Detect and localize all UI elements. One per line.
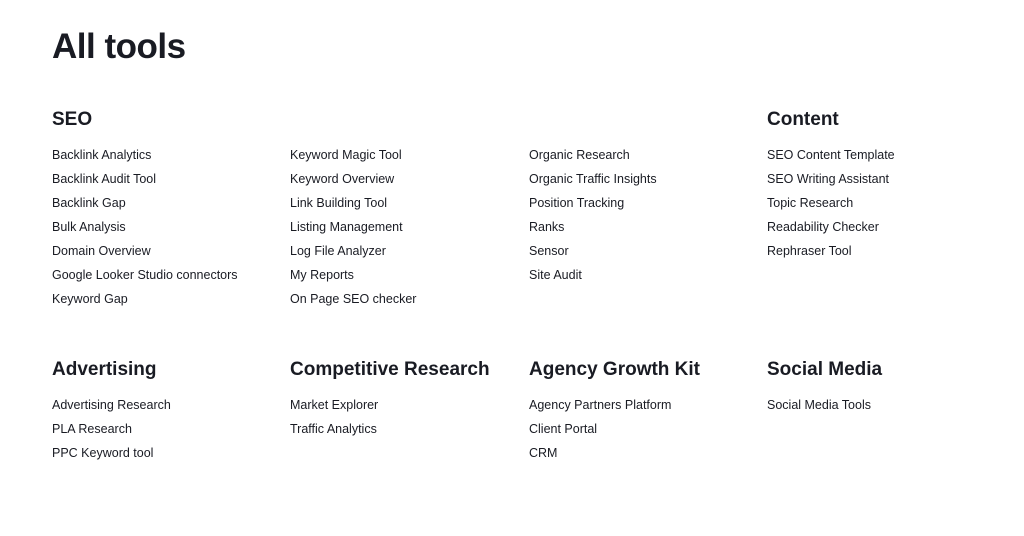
tool-link-pla-research[interactable]: PLA Research <box>52 422 132 436</box>
section-title-social-media: Social Media <box>767 359 883 380</box>
list-item <box>52 417 171 441</box>
tool-link-site-audit[interactable]: Site Audit <box>529 268 582 282</box>
list-item <box>529 167 657 191</box>
advertising-tool-list <box>52 393 171 465</box>
list-item <box>529 239 657 263</box>
tool-link-seo-content-template[interactable]: SEO Content Template <box>767 148 895 162</box>
tool-link-backlink-gap[interactable]: Backlink Gap <box>52 196 126 210</box>
tool-link-traffic-analytics[interactable]: Traffic Analytics <box>290 422 377 436</box>
list-item <box>529 191 657 215</box>
list-item <box>52 191 238 215</box>
tool-link-keyword-gap[interactable]: Keyword Gap <box>52 292 128 306</box>
tool-link-market-explorer[interactable]: Market Explorer <box>290 398 379 412</box>
list-item <box>52 239 238 263</box>
list-item <box>290 417 378 441</box>
list-item <box>52 215 238 239</box>
list-item <box>529 417 671 441</box>
tool-link-ppc-keyword-tool[interactable]: PPC Keyword tool <box>52 446 154 460</box>
list-item <box>290 215 416 239</box>
list-item <box>529 441 671 465</box>
seo-tool-list-3 <box>529 143 657 287</box>
list-item <box>52 393 171 417</box>
list-item <box>529 143 657 167</box>
tool-link-rephraser-tool[interactable]: Rephraser Tool <box>767 244 852 258</box>
agency-growth-kit-tool-list <box>529 393 671 465</box>
seo-tool-list-2 <box>290 143 416 311</box>
tool-link-backlink-audit-tool[interactable]: Backlink Audit Tool <box>52 172 156 186</box>
tool-link-topic-research[interactable]: Topic Research <box>767 196 854 210</box>
list-item <box>529 393 671 417</box>
tool-link-bulk-analysis[interactable]: Bulk Analysis <box>52 220 126 234</box>
tool-link-social-media-tools[interactable]: Social Media Tools <box>767 398 871 412</box>
tool-link-log-file-analyzer[interactable]: Log File Analyzer <box>290 244 386 258</box>
tool-link-client-portal[interactable]: Client Portal <box>529 422 598 436</box>
section-title-advertising: Advertising <box>52 359 157 380</box>
list-item <box>529 263 657 287</box>
tool-link-seo-writing-assistant[interactable]: SEO Writing Assistant <box>767 172 890 186</box>
tool-link-position-tracking[interactable]: Position Tracking <box>529 196 625 210</box>
tool-link-on-page-seo-checker[interactable]: On Page SEO checker <box>290 292 417 306</box>
list-item <box>290 239 416 263</box>
tool-link-ranks[interactable]: Ranks <box>529 220 565 234</box>
section-title-agency-growth-kit: Agency Growth Kit <box>529 359 701 380</box>
tool-link-listing-management[interactable]: Listing Management <box>290 220 403 234</box>
tool-link-crm[interactable]: CRM <box>529 446 558 460</box>
list-item <box>767 191 895 215</box>
social-media-tool-list <box>767 393 871 417</box>
page-title: All tools <box>52 27 186 66</box>
section-title-competitive-research: Competitive Research <box>290 359 490 380</box>
list-item <box>52 143 238 167</box>
list-item <box>290 167 416 191</box>
seo-tool-list-1 <box>52 143 238 311</box>
list-item <box>290 263 416 287</box>
list-item <box>52 167 238 191</box>
section-title-content: Content <box>767 109 839 130</box>
section-title-seo: SEO <box>52 109 93 130</box>
list-item <box>52 263 238 287</box>
tool-link-my-reports[interactable]: My Reports <box>290 268 354 282</box>
list-item <box>290 287 416 311</box>
content-tool-list <box>767 143 895 263</box>
tool-link-organic-research[interactable]: Organic Research <box>529 148 630 162</box>
list-item <box>290 191 416 215</box>
tool-link-organic-traffic-insights[interactable]: Organic Traffic Insights <box>529 172 657 186</box>
list-item <box>290 143 416 167</box>
list-item <box>290 393 378 417</box>
tool-link-keyword-magic-tool[interactable]: Keyword Magic Tool <box>290 148 402 162</box>
tool-link-google-looker-studio-connectors[interactable]: Google Looker Studio connectors <box>52 268 238 282</box>
list-item <box>529 215 657 239</box>
list-item <box>52 441 171 465</box>
tool-link-advertising-research[interactable]: Advertising Research <box>52 398 171 412</box>
list-item <box>767 167 895 191</box>
list-item <box>52 287 238 311</box>
list-item <box>767 239 895 263</box>
tool-link-domain-overview[interactable]: Domain Overview <box>52 244 151 258</box>
list-item <box>767 143 895 167</box>
list-item <box>767 393 871 417</box>
competitive-research-tool-list <box>290 393 378 441</box>
tool-link-link-building-tool[interactable]: Link Building Tool <box>290 196 388 210</box>
tool-link-readability-checker[interactable]: Readability Checker <box>767 220 879 234</box>
tool-link-backlink-analytics[interactable]: Backlink Analytics <box>52 148 152 162</box>
list-item <box>767 215 895 239</box>
tool-link-sensor[interactable]: Sensor <box>529 244 569 258</box>
tool-link-keyword-overview[interactable]: Keyword Overview <box>290 172 395 186</box>
tool-link-agency-partners-platform[interactable]: Agency Partners Platform <box>529 398 672 412</box>
